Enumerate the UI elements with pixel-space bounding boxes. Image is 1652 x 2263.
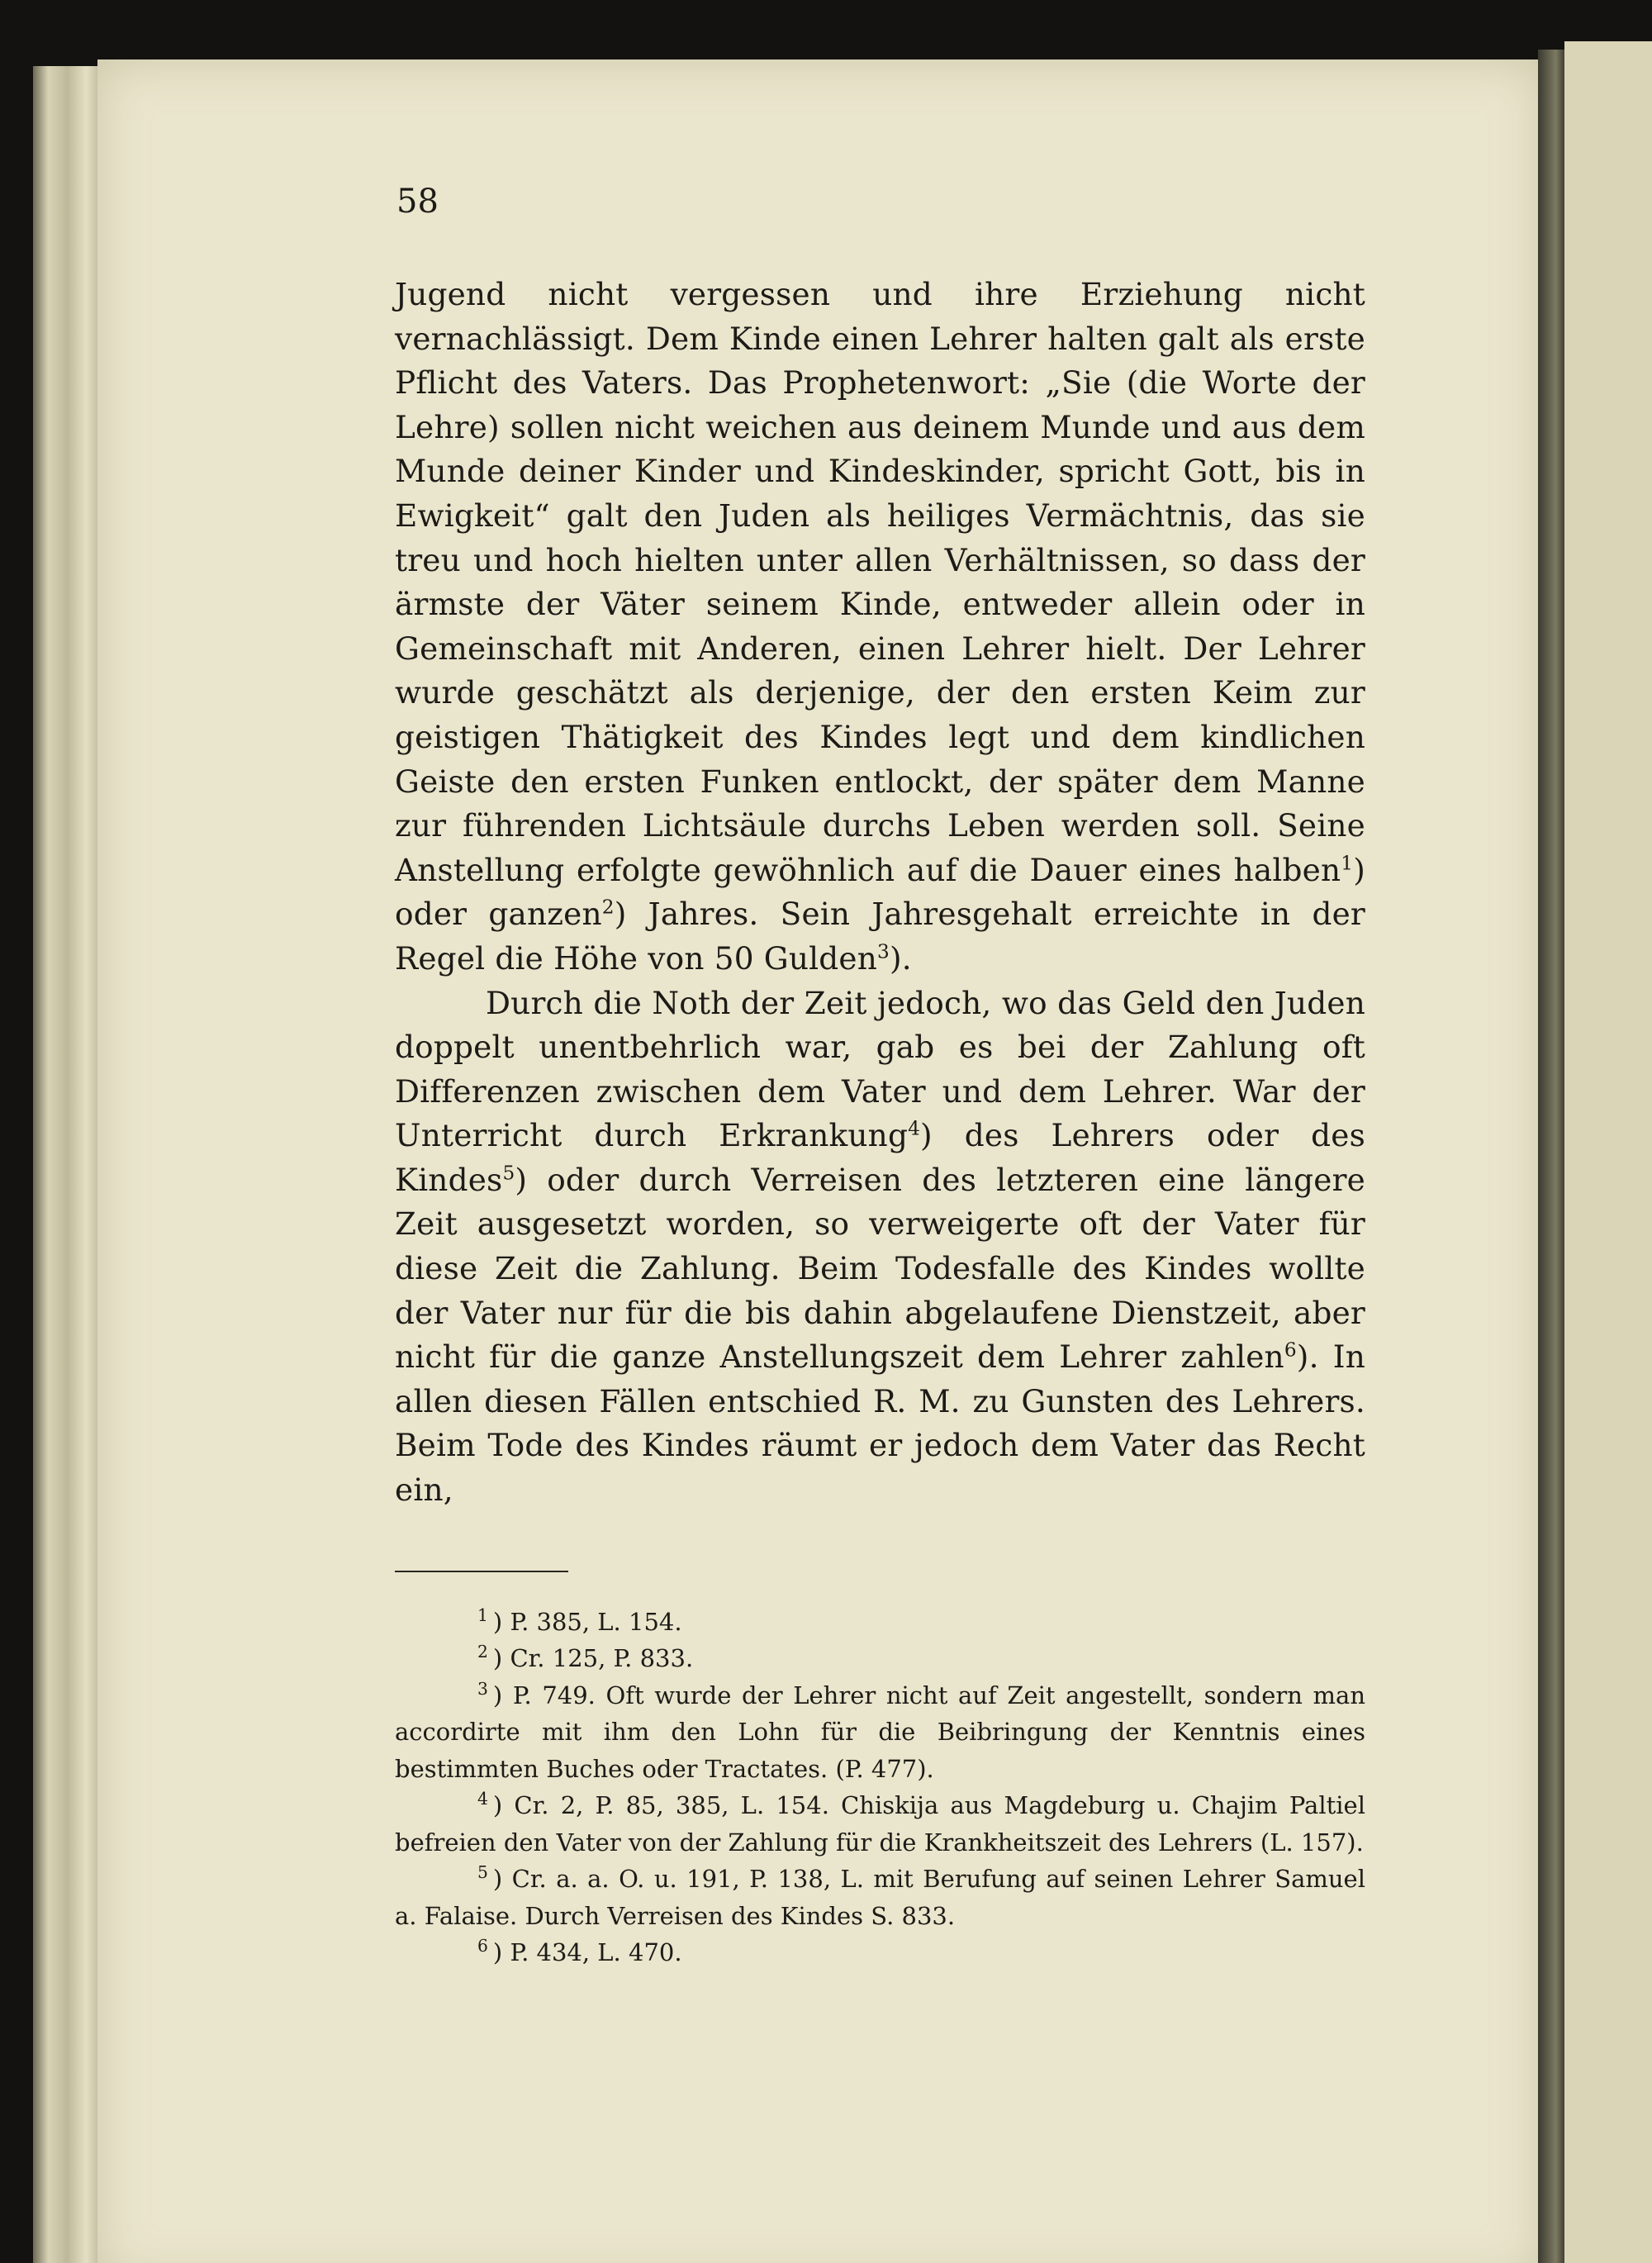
footnote-ref-1: 1 <box>1341 852 1354 875</box>
text-run: ) oder durch Verreisen des letzteren eine längere Zeit ausgesetzt worden, so verweigerte oft der Vater für diese Zeit die Zahlung. Beim Todesfalle des Kindes wollte der Vater nur für die bis dahin abgelaufene Dienstzeit, aber nicht für die ganze Anstellungszeit dem Lehrer zahlen <box>395 1161 1365 1376</box>
footnote-marker: 1 <box>477 1605 488 1625</box>
page-number: 58 <box>396 183 439 221</box>
footnote-1 <box>395 1604 1365 1641</box>
footnote-marker: 5 <box>477 1862 488 1883</box>
footnote-ref-2: 2 <box>601 896 615 919</box>
body-paragraph-1 <box>395 273 1365 982</box>
footnote-3 <box>395 1677 1365 1788</box>
footnote-divider <box>395 1571 568 1572</box>
text-run: Durch die Noth der Zeit jedoch, wo das Geld den Juden doppelt unentbehrlich war, gab es bei der Zahlung oft Differenzen zwischen dem Vater und dem Lehrer. War der Unterricht durch Erkrankung <box>395 984 1365 1154</box>
footnote-ref-4: 4 <box>908 1117 921 1140</box>
footnote-marker: 2 <box>477 1642 488 1662</box>
text-run: Jugend nicht vergessen und ihre Erziehung nicht vernachlässigt. Dem Kinde einen Lehrer halten galt als erste Pflicht des Vaters. Das Prophetenwort: „Sie (die Worte der Lehre) sollen nicht weichen aus deinem Munde und aus dem Munde deiner Kinder und Kindeskinder, spricht Gott, bis in Ewigkeit“ galt den Juden als heiliges Vermächtnis, das sie treu und hoch hielten unter allen Verhältnissen, so dass der ärmste der Väter seinem Kinde, entweder allein oder in Gemeinschaft mit Anderen, einen Lehrer hielt. Der Lehrer wurde geschätzt als derjenige, der den ersten Keim zur geistigen Thätigkeit des Kindes legt und dem kindlichen Geiste den ersten Funken entlockt, der später dem Manne zur führenden Lichtsäule durchs Leben werden soll. Seine Anstellung erfolgte gewöhnlich auf die Dauer eines halben <box>395 276 1365 888</box>
footnote-text: ) P. 434, L. 470. <box>492 1938 682 1967</box>
footnote-marker: 6 <box>477 1936 488 1956</box>
text-run: ) oder ganzen <box>395 851 1365 933</box>
text-run: ). In allen diesen Fällen entschied R. M. zu Gunsten des Lehrers. Beim Tode des Kindes räumt er jedoch dem Vater das Recht ein, <box>395 1338 1365 1509</box>
footnote-5 <box>395 1861 1365 1934</box>
footnote-text: ) Cr. a. a. O. u. 191, P. 138, L. mit Berufung auf seinen Lehrer Samuel a. Falaise. Durch Verreisen des Kindes S. 833. <box>395 1865 1365 1930</box>
footnote-ref-6: 6 <box>1284 1338 1297 1362</box>
footnote-text: ) P. 385, L. 154. <box>492 1607 682 1636</box>
footnote-4 <box>395 1787 1365 1861</box>
footnote-text: ) Cr. 125, P. 833. <box>492 1644 694 1673</box>
footnote-ref-5: 5 <box>502 1162 515 1185</box>
footnote-marker: 3 <box>477 1678 488 1699</box>
text-run: ) Jahres. Sein Jahresgehalt erreichte in der Regel die Höhe von 50 Gulden <box>395 896 1365 977</box>
adjacent-page-edge <box>1564 41 1652 2263</box>
footnotes-section <box>395 1604 1365 1971</box>
body-paragraph-2 <box>395 982 1365 1513</box>
footnote-marker: 4 <box>477 1789 488 1809</box>
footnote-2 <box>395 1640 1365 1677</box>
footnote-6 <box>395 1934 1365 1971</box>
footnote-text: ) Cr. 2, P. 85, 385, L. 154. Chiskija aus Magdeburg u. Chajim Paltiel befreien den Vater von der Zahlung für die Krankheitszeit des Lehrers (L. 157). <box>395 1791 1365 1857</box>
footnote-ref-3: 3 <box>877 940 890 963</box>
page-text-block <box>395 182 1365 1971</box>
footnote-text: ) P. 749. Oft wurde der Lehrer nicht auf Zeit angestellt, sondern man accordirte mit ihm den Lohn für die Beibringung der Kenntnis eines bestimmten Buches oder Tractates. (P. 477). <box>395 1681 1365 1783</box>
text-run: ) des Lehrers oder des Kindes <box>395 1117 1365 1198</box>
text-run: ). <box>889 939 912 977</box>
page-gutter-shadow <box>1538 50 1568 2263</box>
